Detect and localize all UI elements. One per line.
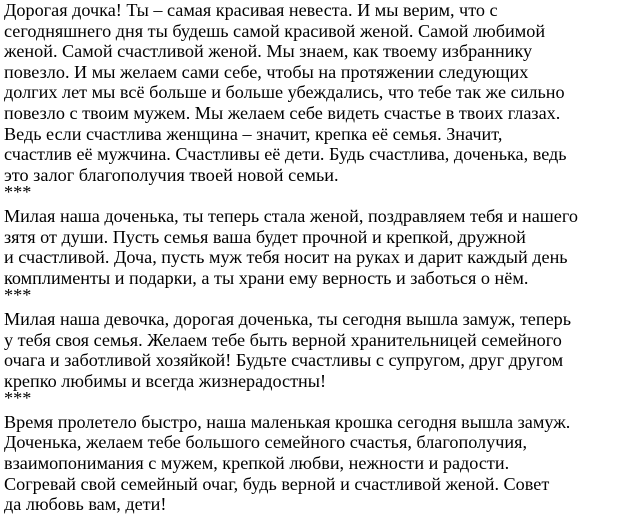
text-line: зятя от души. Пусть семья ваша будет прочной и крепкой, дружной: [4, 226, 526, 247]
text-line: Дорогая дочка! Ты – самая красивая невеста. И мы верим, что с: [4, 0, 498, 20]
text-line: Согревай свой семейный очаг, будь верной и счастливой женой. Совет: [4, 473, 550, 494]
separator: ***: [4, 182, 32, 203]
text-line: Милая наша девочка, дорогая доченька, ты сегодня вышла замуж, теперь: [4, 308, 572, 329]
wish-paragraph-3: [4, 309, 616, 391]
separator: ***: [4, 285, 32, 306]
text-line: Милая наша доченька, ты теперь стала женой, поздравляем тебя и нашего: [4, 205, 578, 226]
text-line: долгих лет мы всё больше и больше убеждались, что тебе так же сильно: [4, 82, 565, 103]
text-line: комплименты и подарки, а ты храни ему верность и заботься о нём.: [4, 267, 529, 288]
text-line: Доченька, желаем тебе большого семейного счастья, благополучия,: [4, 432, 528, 453]
text-line: счастлив её мужчина. Счастливы её дети. Будь счастлива, доченька, ведь: [4, 144, 567, 165]
text-line: у тебя своя семья. Желаем тебе быть верной хранительницей семейного: [4, 329, 562, 350]
separator: ***: [4, 388, 32, 409]
wish-paragraph-4: [4, 412, 616, 515]
text-line: крепко любимы и всегда жизнерадостны!: [4, 370, 327, 391]
text-line: и счастливой. Доча, пусть муж тебя носит на руках и дарит каждый день: [4, 247, 568, 268]
text-line: да любовь вам, дети!: [4, 494, 167, 515]
text-line: очага и заботливой хозяйкой! Будьте счастливы с супругом, друг другом: [4, 350, 564, 371]
text-line: это залог благополучия твоей новой семьи.: [4, 164, 339, 185]
wish-paragraph-1: [4, 0, 616, 185]
text-line: сегодняшнего дня ты будешь самой красивой женой. Самой любимой: [4, 20, 546, 41]
text-line: женой. Самой счастливой женой. Мы знаем, как твоему избраннику: [4, 41, 533, 62]
wish-paragraph-2: [4, 206, 616, 288]
text-line: повезло с твоим мужем. Мы желаем себе видеть счастье в твоих глазах.: [4, 102, 561, 123]
text-line: Время пролетело быстро, наша маленькая крошка сегодня вышла замуж.: [4, 411, 571, 432]
text-line: взаимопонимания с мужем, крепкой любви, нежности и радости.: [4, 453, 510, 474]
text-line: повезло. И мы желаем сами себе, чтобы на протяжении следующих: [4, 61, 529, 82]
text-line: Ведь если счастлива женщина – значит, крепка её семья. Значит,: [4, 123, 503, 144]
wishes-document: [4, 0, 616, 515]
